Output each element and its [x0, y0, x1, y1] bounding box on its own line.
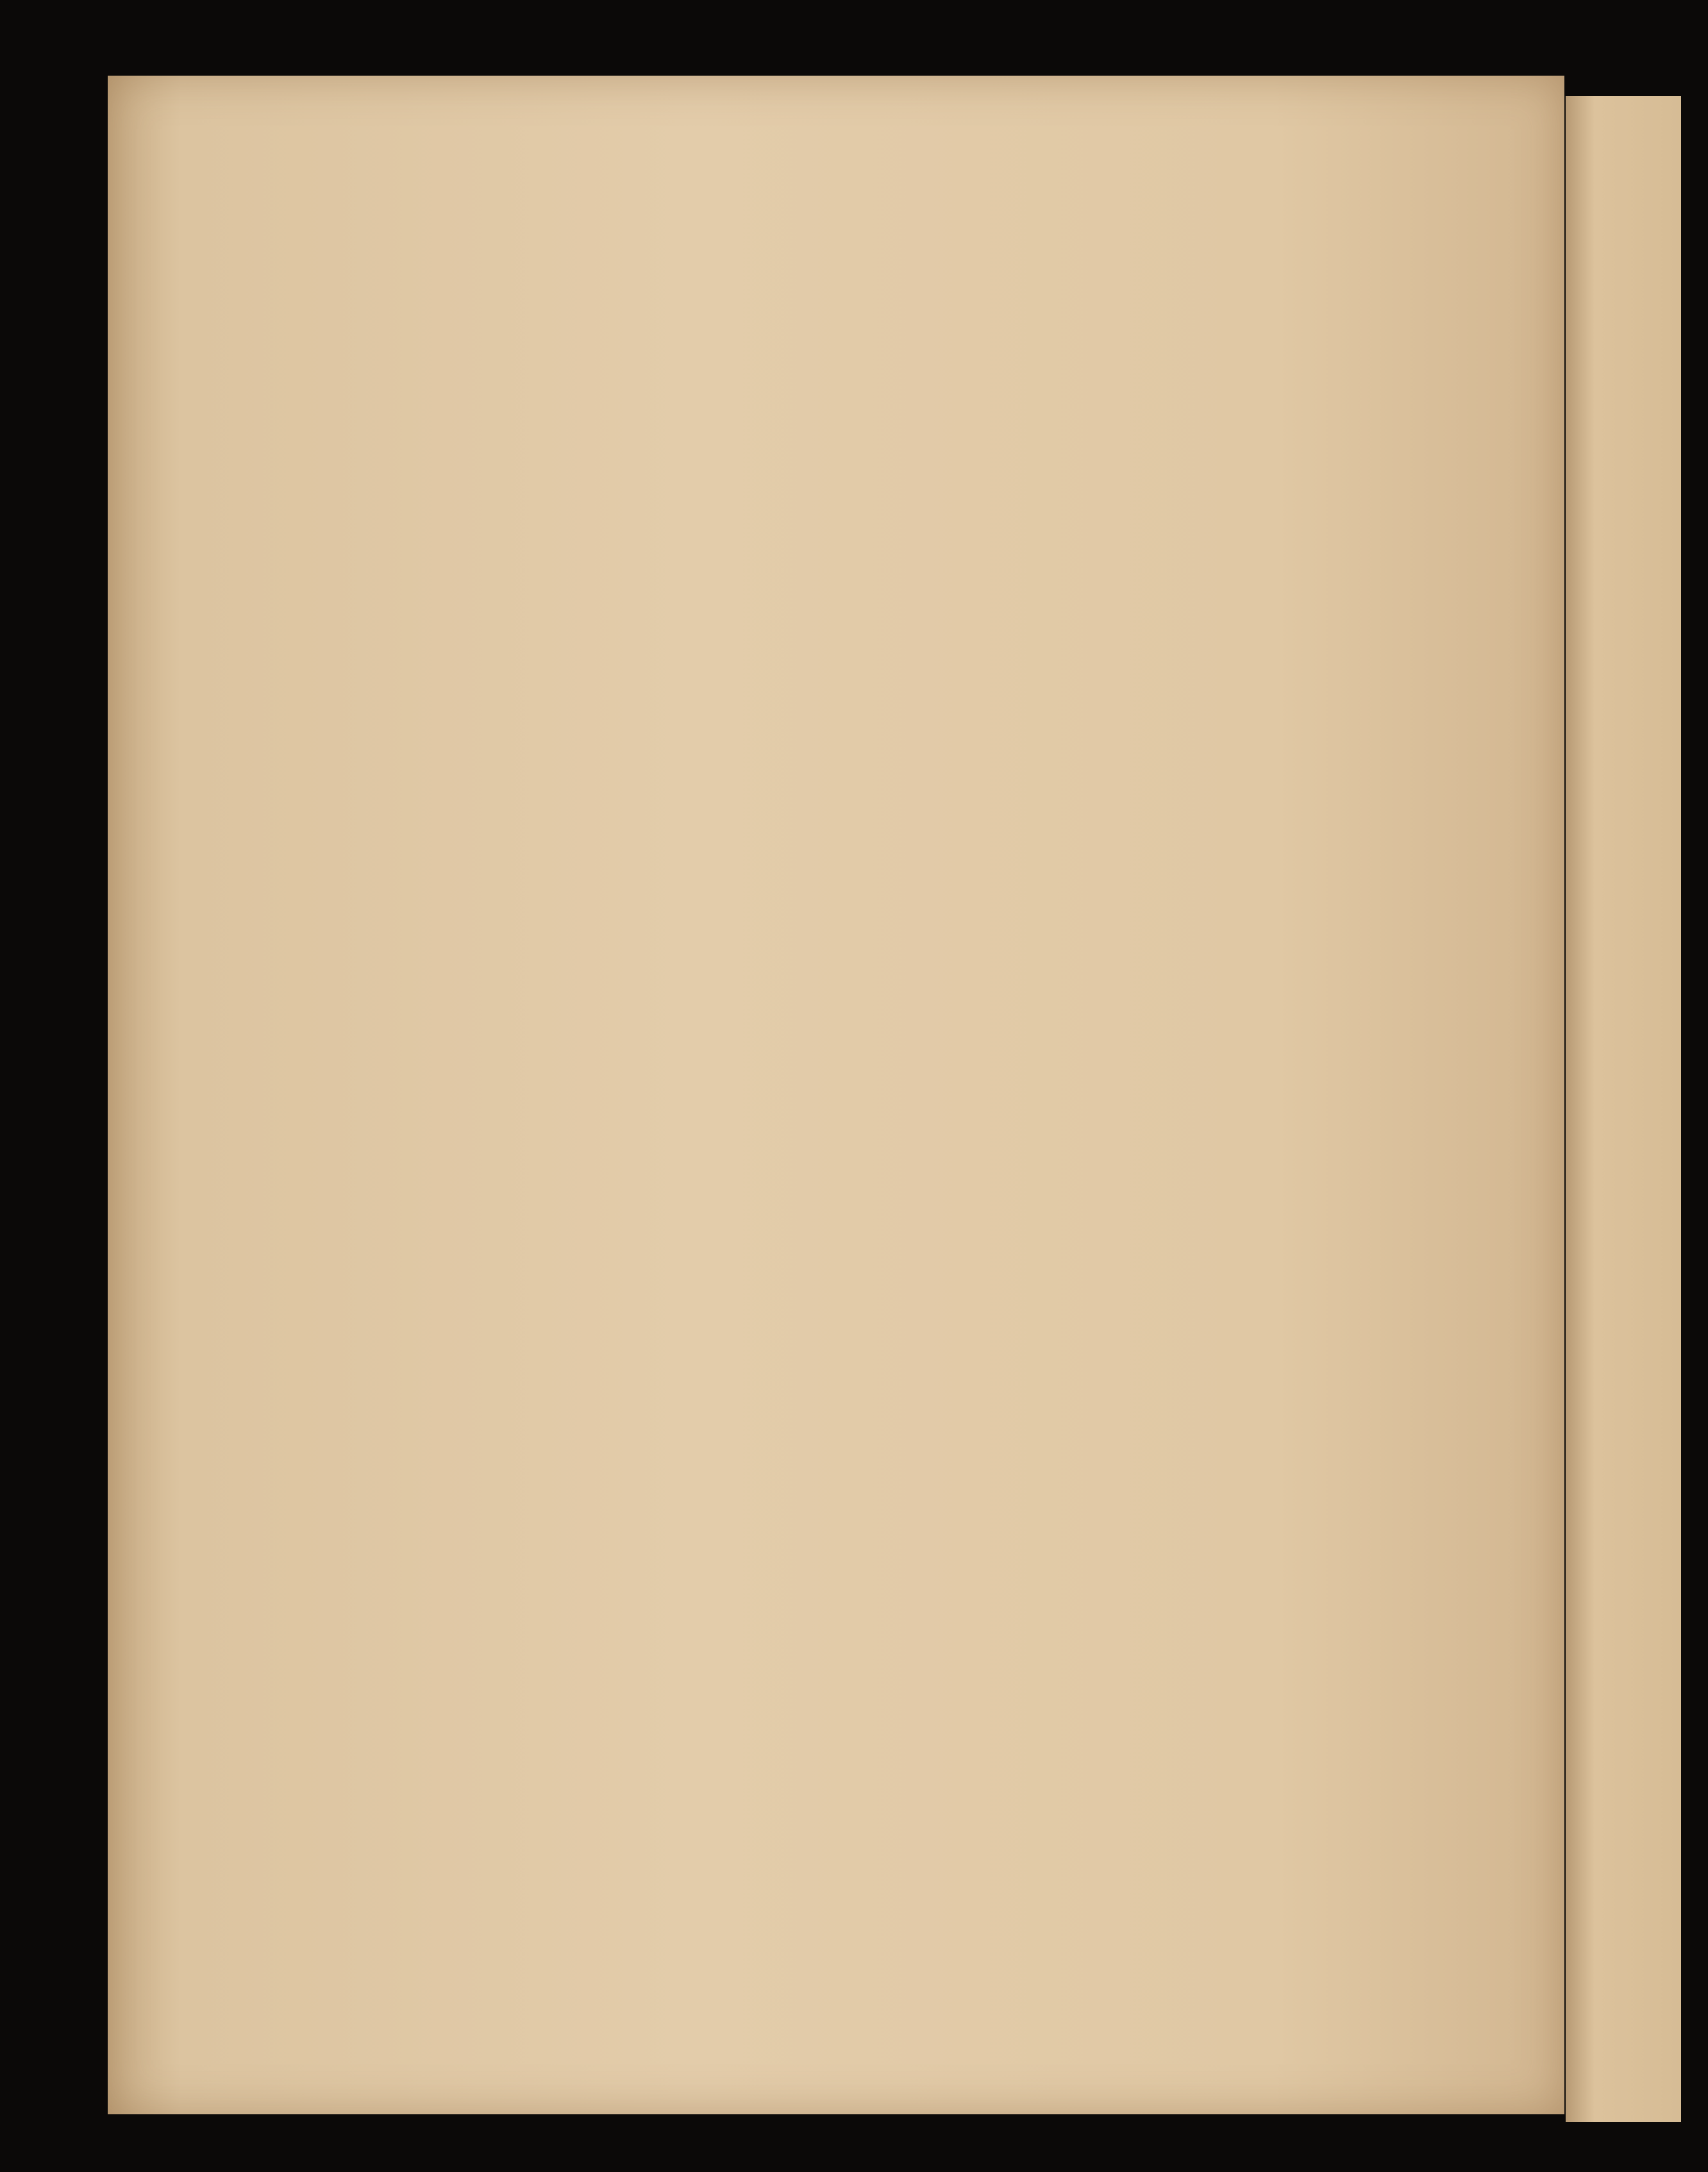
catalog-page [108, 76, 1564, 2114]
book-spine-edge [1566, 96, 1681, 2122]
page-header [108, 235, 1564, 273]
